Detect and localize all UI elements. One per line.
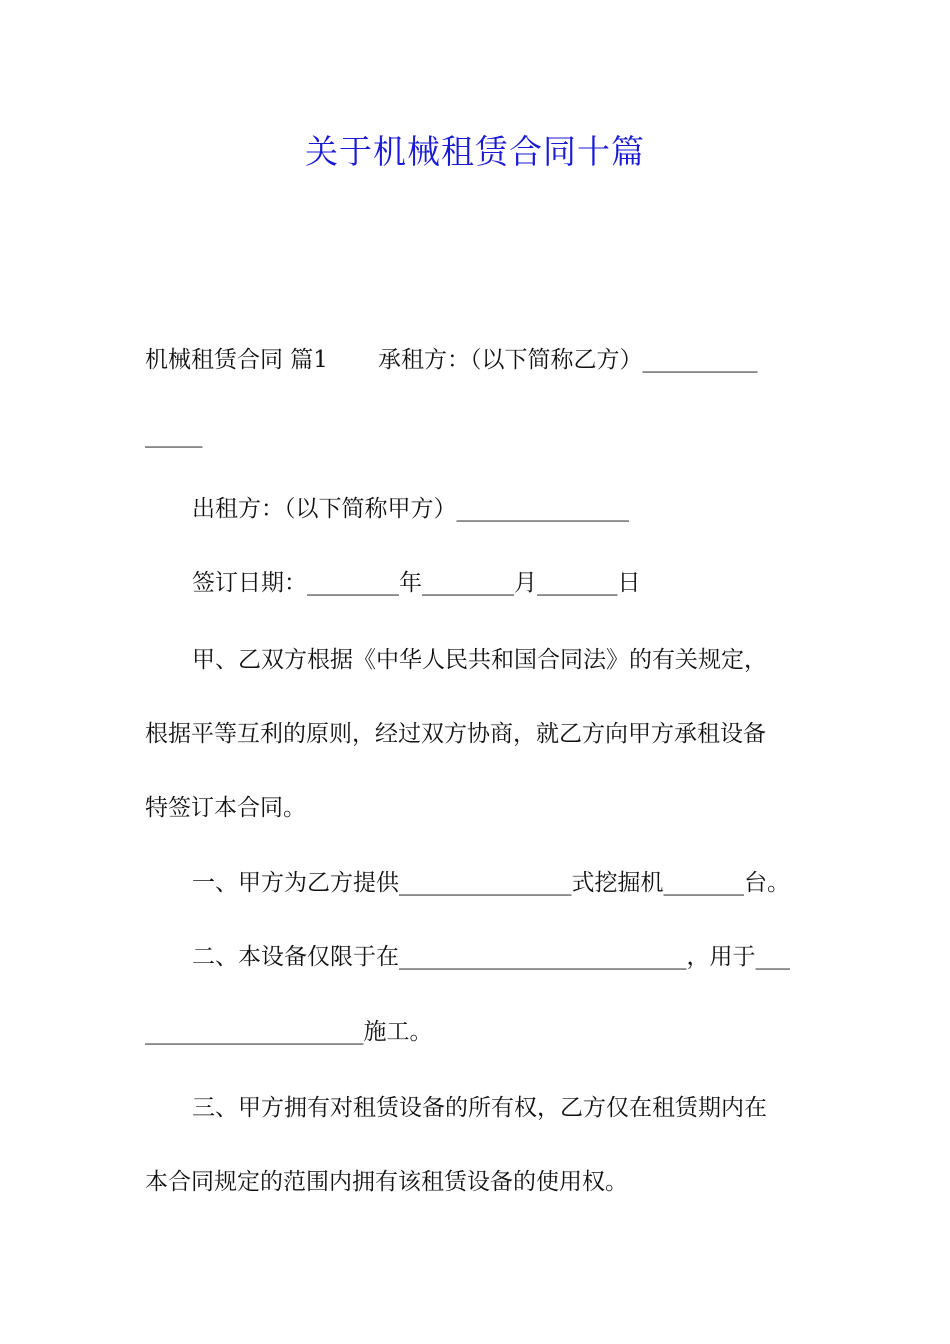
section-heading: 机械租赁合同 篇1 bbox=[145, 347, 328, 373]
paragraph-line: 特签订本合同。 bbox=[145, 795, 306, 821]
paragraph-line: 根据平等互利的原则，经过双方协商，就乙方向甲方承租设备 bbox=[145, 721, 766, 747]
lessee-field-continuation: _____ bbox=[145, 422, 203, 448]
lessor-field: 出租方：（以下简称甲方）_______________ bbox=[192, 496, 629, 522]
paragraph-line: 甲、乙双方根据《中华人民共和国合同法》的有关规定， bbox=[192, 647, 767, 673]
first-line bbox=[145, 343, 810, 377]
clause-two: 二、本设备仅限于在_________________________，用于___ bbox=[192, 944, 790, 970]
clause-two-continuation: ___________________施工。 bbox=[145, 1019, 433, 1045]
clause-three: 三、甲方拥有对租赁设备的所有权，乙方仅在租赁期内在 bbox=[192, 1095, 767, 1121]
signing-date-field: 签订日期：________年________月_______日 bbox=[192, 570, 641, 596]
lessee-field: 承租方：（以下简称乙方）__________ bbox=[377, 347, 758, 373]
clause-one: 一、甲方为乙方提供_______________式挖掘机_______台。 bbox=[192, 870, 790, 896]
document-title: 关于机械租赁合同十篇 bbox=[305, 132, 645, 171]
clause-three-continuation: 本合同规定的范围内拥有该租赁设备的使用权。 bbox=[145, 1169, 628, 1195]
